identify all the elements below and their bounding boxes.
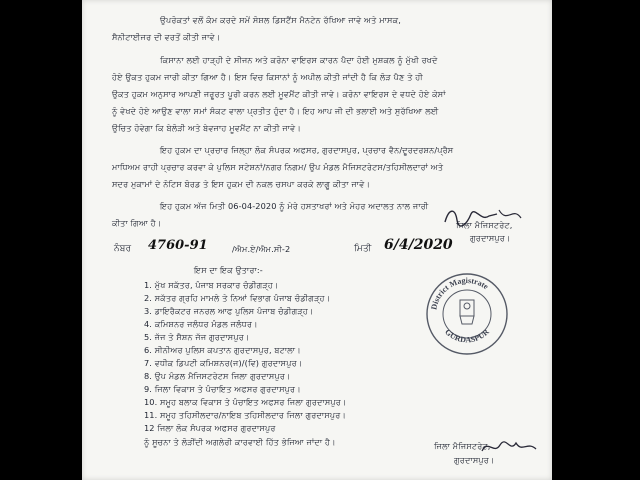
district-magistrate-stamp — [422, 268, 512, 358]
para2-line-3: ਉਕਤ ਹੁਕਮ ਅਨੁਸਾਰ ਆਪਣੀ ਜਰੂਰਤ ਪੂਰੀ ਕਰਨ ਲਈ ਮੂਵਮੈਂਟ ਕੀਤੀ ਜਾਵੇ। ਕਰੋਨਾ ਵਾਇਰਸ ਦੇ ਵਧਦੇ ਹੋਏ ਕੇਸਾਂ — [112, 89, 446, 99]
recipient-4: 4. ਕਮਿਸ਼ਨਰ ਜਲੰਧਰ ਮੰਡਲ ਜਲੰਧਰ। — [144, 319, 258, 329]
svg-text:District Magistrate: District Magistrate — [429, 275, 491, 311]
copy-to-heading: ਇਸ ਦਾ ਇਕ ਉਤਾਰਾ:- — [194, 265, 263, 275]
recipient-12: 12 ਜਿਲਾ ਲੋਕ ਸੰਪਰਕ ਅਫਸਰ ਗੁਰਦਾਸਪੁਰ — [144, 423, 276, 433]
para2-line-1: ਕਿਸਾਨਾ ਲਈ ਹਾੜ੍ਹੀ ਦੇ ਸੀਜਨ ਅਤੇ ਕਰੋਨਾ ਵਾਇਰਸ ਕਾਰਨ ਪੈਦਾ ਹੋਈ ਮੁਸ਼ਕਲ ਨੂੰ ਮੁੱਖੀ ਰਖਦੇ — [160, 55, 438, 65]
para4-line-2: ਕੀਤਾ ਗਿਆ ਹੈ। — [112, 218, 162, 228]
para3-line-2: ਮਾਧਿਅਮ ਰਾਹੀ ਪ੍ਰਚਾਰ ਕਰਵਾ ਕੇ ਪੁਲਿਸ ਸਟੇਸ਼ਨਾਂ/ਨਗਰ ਨਿਗਮ/ ਉਪ ਮੰਡਲ ਮੈਜਿਸਟਰੇਟਸ/ਤਹਿਸੀਲਦਾਰਾਂ ਅਤੇ — [112, 162, 444, 172]
endorsement-date: 6/4/2020 — [384, 237, 453, 253]
endorsement-office: /ਐਮ.ਏ/ਐਮ.ਸੀ-2 — [232, 244, 291, 254]
recipient-10: 10. ਸਮੂਹ ਬਲਾਕ ਵਿਕਾਸ ਤੇ ਪੰਚਾਇਤ ਅਫਸਰ ਜਿਲਾ ਗੁਰਦਾਸਪੁਰ। — [144, 397, 347, 407]
para3-line-1: ਇਹ ਹੁਕਮ ਦਾ ਪ੍ਰਚਾਰ ਜਿਲ੍ਹਾ ਲੋਕ ਸੰਪਰਕ ਅਫਸਰ, ਗੁਰਦਾਸਪੁਰ, ਪ੍ਰਚਾਰ ਵੈਨ/ਦੂਰਦਰਸ਼ਨ/ਪ੍ਰੈਸ — [160, 145, 454, 155]
recipient-6: 6. ਸੀਨੀਅਰ ਪੁਲਿਸ ਕਪਤਾਨ ਗੁਰਦਾਸਪੁਰ, ਬਟਾਲਾ। — [144, 345, 301, 355]
para2-line-2: ਹੋਏ ਉਕਤ ਹੁਕਮ ਜਾਰੀ ਕੀਤਾ ਗਿਆ ਹੈ। ਇਸ ਵਿਚ ਕਿਸਾਨਾਂ ਨੂੰ ਅਪੀਲ ਕੀਤੀ ਜਾਂਦੀ ਹੈ ਕਿ ਲੋੜ ਪੈਣ ਤੇ ਹੀ — [112, 72, 423, 82]
recipient-3: 3. ਡਾਇਰੈਕਟਰ ਜਨਰਲ ਆਫ ਪੁਲਿਸ ਪੰਜਾਬ ਚੰਡੀਗੜ੍ਹ। — [144, 306, 314, 316]
svg-text:GURDASPUR: GURDASPUR — [443, 327, 491, 345]
para1-line-2: ਸੈਨੀਟਾਈਜਰ ਦੀ ਵਰਤੋਂ ਕੀਤੀ ਜਾਵੇ। — [112, 32, 221, 42]
para4-line-1: ਇਹ ਹੁਕਮ ਅੱਜ ਮਿਤੀ 06-04-2020 ਨੂੰ ਮੇਰੇ ਹਸਤਾਖਰਾਂ ਅਤੇ ਮੋਹਰ ਅਦਾਲਤ ਨਾਲ ਜਾਰੀ — [160, 201, 429, 211]
para3-line-3: ਸਦਰ ਮੁਕਾਮਾਂ ਦੇ ਨੋਟਿਸ ਬੋਰਡ ਤੇ ਇਸ ਹੁਕਮ ਦੀ ਨਕਲ ਚਸਪਾ ਕਰਕੇ ਲਾਗੂ ਕੀਤਾ ਜਾਵੇ। — [112, 179, 371, 189]
recipient-1: 1. ਮੁੱਖ ਸਕੱਤਰ, ਪੰਜਾਬ ਸਰਕਾਰ ਚੰਡੀਗੜ੍ਹ। — [144, 280, 279, 290]
para2-line-4: ਨੂੰ ਵੇਖਦੇ ਹੋਏ ਆਉਣ ਵਾਲਾ ਸਮਾਂ ਸੰਕਟ ਵਾਲਾ ਪ੍ਰਤੀਤ ਹੁੰਦਾ ਹੈ। ਇਹ ਆਪ ਜੀ ਦੀ ਭਲਾਈ ਅਤੇ ਸੁਰੱਖਿਆ ਲਈ — [112, 106, 439, 116]
para2-line-5: ਉਚਿਤ ਹੋਵੇਗਾ ਕਿ ਬੇਲੋੜੀ ਅਤੇ ਬੇਵਜਾਹ ਮੂਵਮੈਂਟ ਨਾ ਕੀਤੀ ਜਾਵੇ। — [112, 123, 302, 133]
signature-2-place: ਗੁਰਦਾਸਪੁਰ। — [454, 455, 495, 465]
signature-1-place: ਗੁਰਦਾਸਪੁਰ। — [470, 233, 511, 243]
recipient-9: 9. ਜਿਲਾ ਵਿਕਾਸ ਤੇ ਪੰਚਾਇਤ ਅਫਸਰ ਗੁਰਦਾਸਪੁਰ। — [144, 384, 301, 394]
recipient-5: 5. ਜੱਜ ਤੇ ਸੈਸ਼ਨ ਜੱਜ ਗੁਰਦਾਸਪੁਰ। — [144, 332, 250, 342]
para1-line-1: ਉਪਰੋਕਤਾਂ ਵਲੋਂ ਕੰਮ ਕਰਦੇ ਸਮੇਂ ਸੋਸ਼ਲ ਡਿਸਟੈਂਸ ਮੈਨਟੇਨ ਰੱਖਿਆ ਜਾਵੇ ਅਤੇ ਮਾਸਕ, — [160, 15, 401, 25]
endorsement-number-label: ਨੰਬਰ — [114, 244, 132, 254]
signature-2-title: ਜਿਲਾ ਮੈਜਿਸਟਰੇਟ, — [434, 441, 491, 451]
endorsement-date-label: ਮਿਤੀ — [354, 244, 372, 254]
recipient-7: 7. ਵਧੀਕ ਡਿਪਟੀ ਕਮਿਸ਼ਨਰ(ਜ)/(ਵਿ) ਗੁਰਦਾਸਪੁਰ। — [144, 358, 303, 368]
recipient-8: 8. ਉਪ ਮੰਡਲ ਮੈਜਿਸਟਰੇਟਸ ਜਿਲਾ ਗੁਰਦਾਸਪੁਰ। — [144, 371, 291, 381]
recipient-2: 2. ਸਕੱਤਰ ਗ੍ਰਹਿ ਮਾਮਲੇ ਤੇ ਨਿਆਂ ਵਿਭਾਗ ਪੰਜਾਬ ਚੰਡੀਗੜ੍ਹ। — [144, 293, 331, 303]
recipient-11: 11. ਸਮੂਹ ਤਹਿਸੀਲਦਾਰ/ਨਾਇਬ ਤਹਿਸੀਲਦਾਰ ਜਿਲਾ ਗੁਰਦਾਸਪੁਰ। — [144, 410, 347, 420]
document-page — [82, 0, 552, 480]
endorsement-number: 4760-91 — [148, 238, 208, 253]
closing-line: ਨੂੰ ਸੂਚਨਾ ਤੇ ਲੋੜੀਂਦੀ ਅਗਲੇਰੀ ਕਾਰਵਾਈ ਹਿੱਤ ਭੇਜਿਆ ਜਾਂਦਾ ਹੈ। — [144, 437, 336, 447]
signature-1-title: ਜਿਲਾ ਮੈਜਿਸਟਰੇਟ, — [456, 220, 513, 230]
